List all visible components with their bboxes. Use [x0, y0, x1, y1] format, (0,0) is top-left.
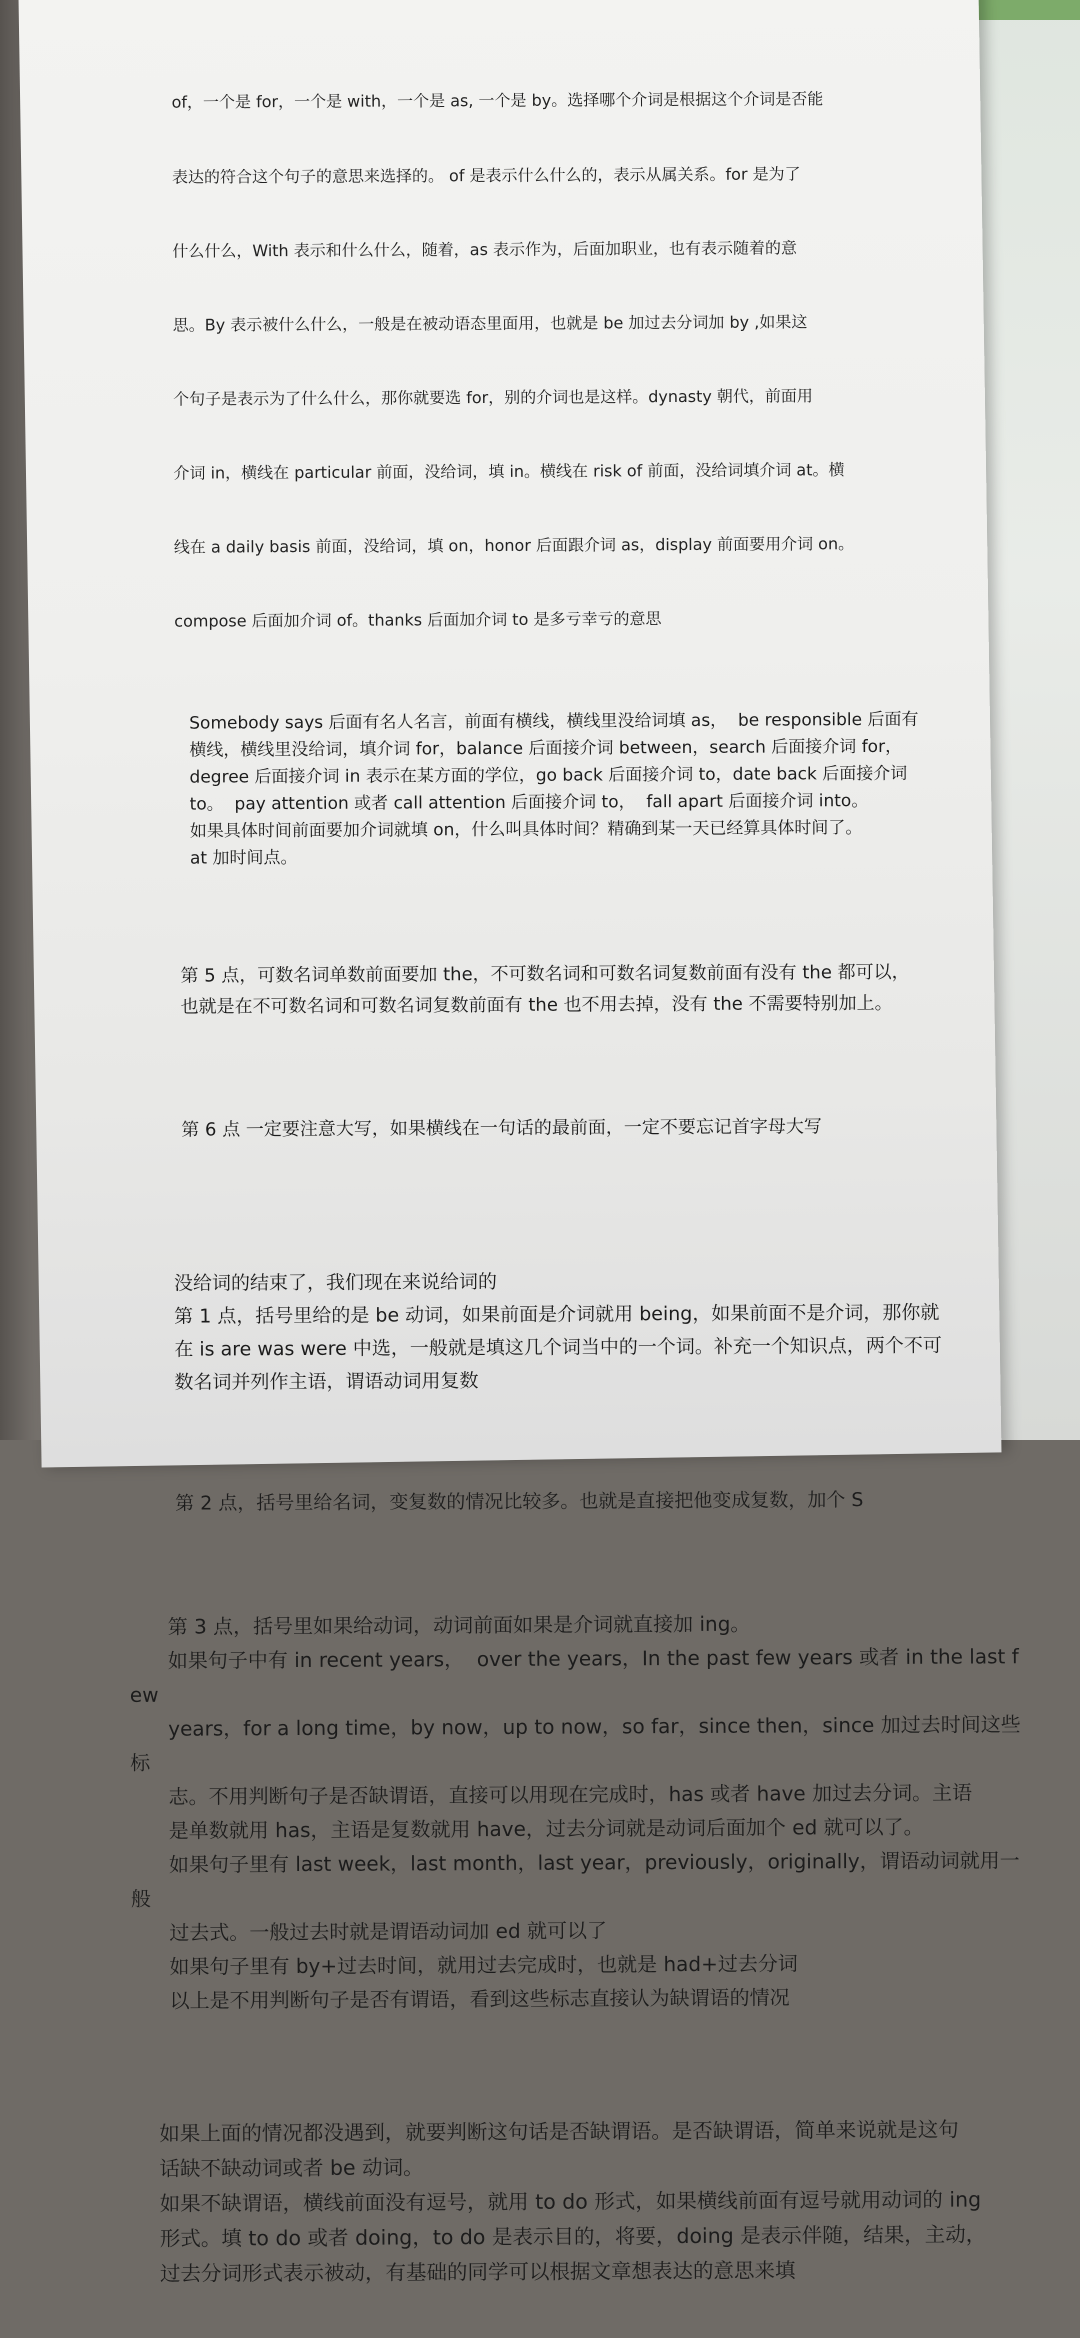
text-line: 个句子是表示为了什么什么，那你就要选 for，别的介词也是这样。dynasty 朝代，前面用 [173, 386, 813, 409]
text-line: at 加时间点。 [189, 848, 298, 869]
text-line: 第 1 点，括号里给的是 be 动词，如果前面是介词就用 being，如果前面不是介词，那你就 [174, 1301, 940, 1328]
text-line: 线在 a daily basis 前面，没给词，填 on，honor 后面跟介词 as，display 前面要用介词 on。 [173, 534, 855, 557]
paragraph-point-6 [147, 1080, 967, 1177]
text-line: 也就是在不可数名词和可数名词复数前面有 the 也不用去掉，没有 the 不需要特别加上。 [180, 993, 893, 1018]
paragraph-final [120, 2077, 1041, 2327]
text-line: 横线，横线里没给词，填介词 for，balance 后面接介词 between，search 后面接介词 for， [189, 737, 903, 761]
text-line: 思。By 表示被什么什么，一般是在被动语态里面用，也就是 be 加过去分词加 by ,如果这 [172, 312, 808, 335]
text-line: 数名词并列作主语，谓语动词用复数 [174, 1370, 479, 1394]
text-line: 志。不用判断句子是否缺谓语，直接可以用现在完成时，has 或者 have 加过去分词。主语 [168, 1780, 973, 1809]
text-line: 介词 in，横线在 particular 前面，没给词，填 in。横线在 risk of 前面，没给词填介词 at。横 [173, 460, 845, 483]
text-line: compose 后面加介词 of。thanks 后面加介词 to 是多亏幸亏的意思 [174, 609, 662, 631]
document-text-block [129, 38, 1021, 2328]
text-line: years，for a long time，by now，up to now，so far，since then，since 加过去时间这些标 [130, 1712, 1021, 1776]
text-line: 如果具体时间前面要加介词就填 on，什么叫具体时间？精确到某一天已经算具体时间了。 [189, 818, 863, 842]
text-line: 表达的符合这个句子的意思来选择的。 of 是表示什么什么的，表示从属关系。for 是为了 [171, 163, 801, 187]
text-line: 如果不缺谓语，横线前面没有逗号，就用 to do 形式，如果横线前面有逗号就用动词的 ing [159, 2187, 982, 2217]
text-line: 什么什么，With 表示和什么什么，随着，as 表示作为，后面加职业，也有表示随着的意 [172, 238, 798, 261]
text-line: to。 pay attention 或者 call attention 后面接介词 to， fall apart 后面接介词 into。 [189, 791, 869, 815]
paragraph-prepositions [131, 38, 944, 685]
paragraph-given-point-2 [139, 1451, 1010, 1555]
text-line: 没给词的结束了，我们现在来说给词的 [173, 1271, 498, 1295]
text-line: 如果句子里有 last week，last month，last year，previously，originally，谓语动词就用一般 [130, 1848, 1020, 1912]
text-line: Somebody says 后面有名人名言，前面有横线，横线里没给词填 as， be responsible 后面有 [189, 710, 919, 734]
text-line: 第 6 点 一定要注意大写，如果横线在一句话的最前面，一定不要忘记首字母大写 [181, 1116, 822, 1141]
text-line: 过去式。一般过去时就是谓语动词加 ed 就可以了 [169, 1918, 608, 1945]
text-line: 以上是不用判断句子是否有谓语，看到这些标志直接认为缺谓语的情况 [169, 1985, 790, 2013]
text-line: of，一个是 for，一个是 with，一个是 as, 一个是 by。选择哪个介词是根据这个介词是否能 [171, 89, 824, 113]
text-line: 第 3 点，括号里如果给动词，动词前面如果是介词就直接加 ing。 [167, 1611, 751, 1639]
text-line: 如果上面的情况都没遇到，就要判断这句话是否缺谓语。是否缺谓语，简单来说就是这句 [159, 2117, 959, 2147]
green-cover-corner [970, 0, 1080, 20]
text-line: 第 2 点，括号里给名词，变复数的情况比较多。也就是直接把他变成复数，加个 S [175, 1489, 864, 1515]
printed-paper-sheet [19, 0, 1021, 2287]
paragraph-given-intro [137, 1231, 1008, 1434]
text-line: degree 后面接介词 in 表示在某方面的学位，go back 后面接介词 to，date back 后面接介词 [189, 764, 908, 788]
paragraph-given-point-3 [129, 1571, 1031, 2052]
text-line: 过去分词形式表示被动，有基础的同学可以根据文章想表达的意思来填 [159, 2258, 796, 2287]
text-line: 话缺不缺动词或者 be 动词。 [159, 2155, 424, 2182]
text-line: 形式。填 to do 或者 doing，to do 是表示目的，将要，doing 是表示伴随，结果，主动， [159, 2222, 987, 2252]
text-line: 在 is are was were 中选，一般就是填这几个词当中的一个词。补充一个知识点，两个不可 [174, 1334, 942, 1361]
paragraph-point-5 [146, 926, 967, 1054]
text-line: 是单数就用 has，主语是复数就用 have，过去分词就是动词后面加个 ed 就可以了。 [168, 1815, 924, 1843]
text-line: 第 5 点，可数名词单数前面要加 the，不可数名词和可数名词复数前面有没有 the 都可以， [180, 962, 910, 987]
text-line: 如果句子里有 by+过去时间，就用过去完成时，也就是 had+过去分词 [169, 1951, 798, 1979]
text-line: 如果句子中有 in recent years， over the years，In the past few years 或者 in the last few [129, 1644, 1019, 1708]
paragraph-phrases [157, 680, 958, 900]
